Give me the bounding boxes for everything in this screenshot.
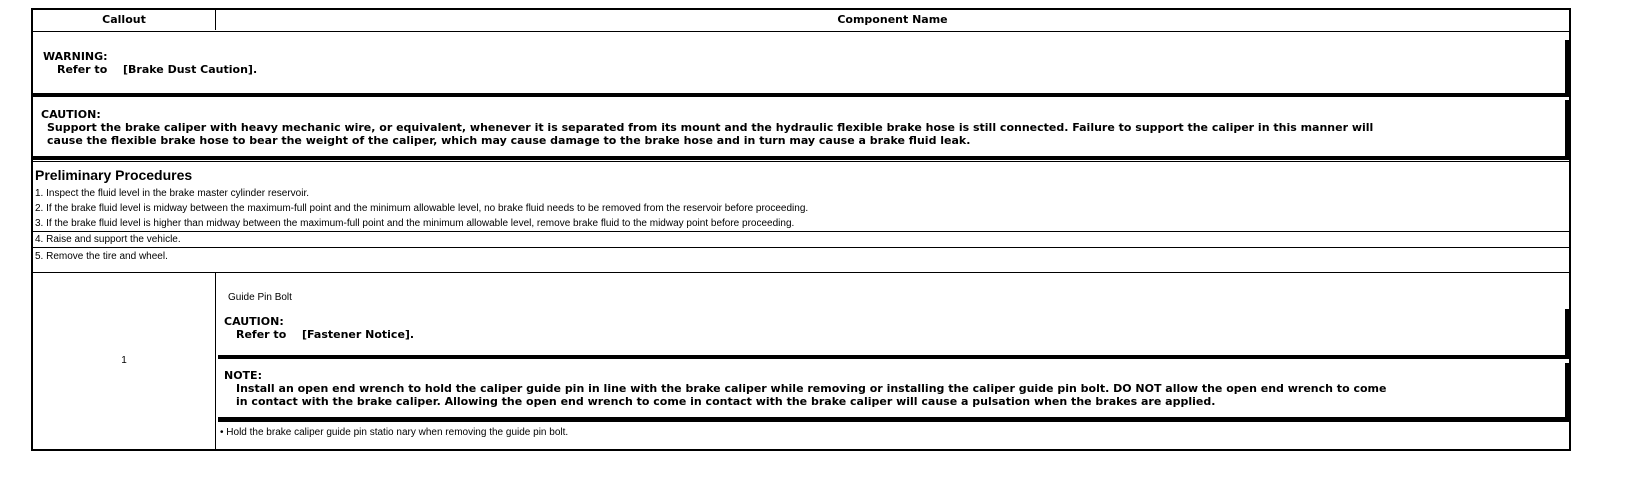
component-name-header: Component Name bbox=[837, 13, 948, 26]
table-row bbox=[33, 273, 1569, 449]
warning-title: WARNING: bbox=[43, 50, 108, 63]
step-3: 3. If the brake fluid level is higher than midway between the maximum-full point and the minimum allowable level, remove brake fluid to the midway point before proceeding. bbox=[35, 218, 795, 229]
step-divider bbox=[33, 247, 1569, 248]
caution-text-line1: Support the brake caliper with heavy mechanic wire, or equivalent, whenever it is separated from its mount and the hydraulic flexible brake hose is still connected. Failure to support the caliper in this manner will bbox=[47, 121, 1374, 134]
fastener-caution-box bbox=[218, 309, 1569, 359]
procedure-table bbox=[31, 8, 1571, 451]
note-box bbox=[218, 363, 1569, 421]
note-text-line2: in contact with the brake caliper. Allowing the open end wrench to come in contact with the brake caliper will cause a pulsation when the brakes are applied. bbox=[236, 395, 1216, 408]
warning-refer-label: Refer to bbox=[57, 63, 108, 76]
warning-ref-link[interactable]: [Brake Dust Caution]. bbox=[123, 63, 258, 76]
caution-text-line2: cause the flexible brake hose to bear the weight of the caliper, which may cause damage to the brake hose and in turn may cause a brake fluid leak. bbox=[47, 134, 971, 147]
step-5: 5. Remove the tire and wheel. bbox=[35, 251, 168, 262]
warning-box bbox=[33, 40, 1569, 97]
caution-text bbox=[224, 328, 1565, 341]
step-4: 4. Raise and support the vehicle. bbox=[35, 234, 181, 245]
step-divider bbox=[33, 231, 1569, 232]
callout-number: 1 bbox=[33, 273, 216, 449]
note-title: NOTE: bbox=[224, 369, 262, 382]
caution-box bbox=[33, 100, 1569, 160]
step-2: 2. If the brake fluid level is midway between the maximum-full point and the minimum allowable level, no brake fluid needs to be removed from the reservoir before proceeding. bbox=[35, 203, 809, 214]
fastener-ref-link[interactable]: [Fastener Notice]. bbox=[302, 328, 415, 341]
preliminary-heading: Preliminary Procedures bbox=[35, 167, 193, 183]
instruction-bullet: • Hold the brake caliper guide pin statio nary when removing the guide pin bolt. bbox=[218, 421, 1569, 447]
warning-text bbox=[43, 63, 1565, 76]
caution-title: CAUTION: bbox=[224, 315, 284, 328]
caution-title: CAUTION: bbox=[41, 108, 101, 121]
caution-refer-label: Refer to bbox=[236, 328, 287, 341]
component-name: Guide Pin Bolt bbox=[228, 292, 292, 303]
callout-header: Callout bbox=[33, 10, 216, 30]
table-header bbox=[33, 10, 1569, 32]
step-1: 1. Inspect the fluid level in the brake master cylinder reservoir. bbox=[35, 188, 310, 199]
note-text-line1: Install an open end wrench to hold the caliper guide pin in line with the brake caliper while removing or installing the caliper guide pin bolt. DO NOT allow the open end wrench to come bbox=[236, 382, 1387, 395]
preliminary-procedures bbox=[33, 161, 1569, 273]
